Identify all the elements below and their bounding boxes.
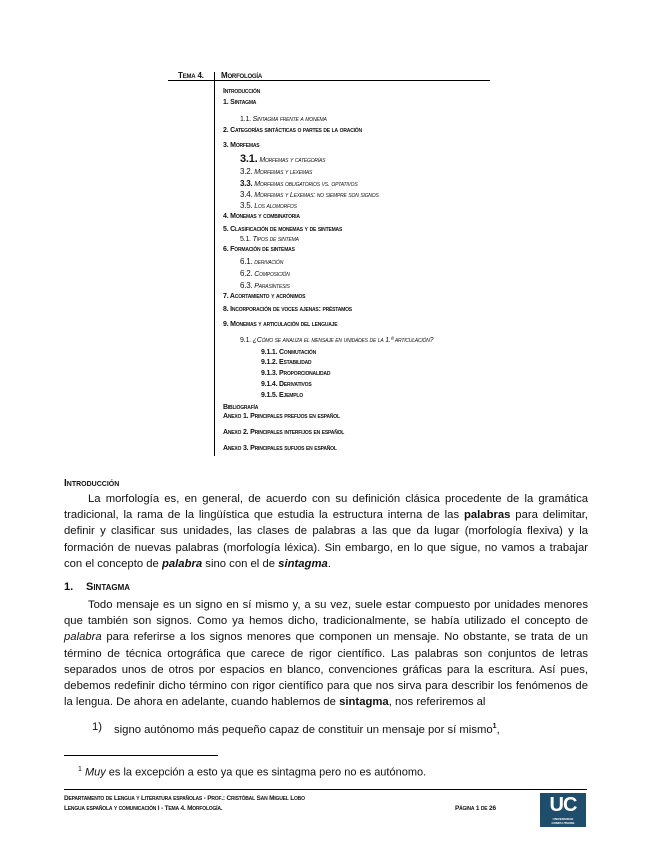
toc-item[interactable]: 9.1.4. Derivativos [261, 381, 312, 388]
toc-item[interactable]: Anexo 3. Principales sufijos en español [223, 445, 337, 452]
header-tema: Tema 4. [178, 71, 204, 80]
toc-item[interactable]: 6. Formación de sintemas [223, 246, 295, 253]
toc-item[interactable]: 6.1. derivación [240, 257, 284, 266]
header-rule [168, 80, 490, 81]
intro-paragraph: La morfología es, en general, de acuerdo con su definición clásica procedente de la gramática tradicional, la rama de la lingüística que estudia la estructura interna de las palabras para delimitar, definir y clasificar sus unidades, las clases de palabras a las que da lugar (morfología flexiva) y la formación de nuevas palabras (morfología léxica). Sin embargo, en lo que sigue, no vamos a trabajar con el concepto de palabra sino con el de sintagma. [64, 493, 588, 570]
toc-item[interactable]: 1. Sintagma [223, 99, 257, 106]
toc-item[interactable]: 9.1.5. Ejemplo [261, 392, 303, 399]
toc-vertical-rule [214, 72, 215, 456]
toc-item[interactable]: 8. Incorporación de voces ajenas: préstamos [223, 306, 352, 313]
toc-item[interactable]: 4. Monemas y combinatoria [223, 213, 300, 220]
footnote: $^1$ Muy es la excepción a esto ya que es sintagma pero no es autónomo. [78, 766, 427, 779]
footer-rule [64, 789, 587, 790]
toc-item[interactable]: 3.1. Morfemas y categorías [240, 153, 326, 165]
toc-item[interactable]: Anexo 1. Principales prefijos en español [223, 413, 340, 420]
toc-item[interactable]: 9.1.1. Conmutación [261, 349, 316, 356]
toc-item[interactable]: 6.2. Composición [240, 269, 290, 278]
toc-item[interactable]: 9.1. ¿Cómo se analiza el mensaje en unidades de la 1.ª articulación? [240, 337, 434, 344]
footer-department: Departamento de Lengua y Literatura españolas - Prof.: Cristóbal San Miguel Lobo [64, 795, 305, 802]
toc-item[interactable]: 9. Monemas y articulación del lenguaje [223, 321, 338, 328]
section-title: Sintagma [86, 581, 131, 593]
university-logo: UC UNIVERSIDAD COMPLUTENSE [540, 793, 586, 827]
footer-course: Lengua española y comunicación I - Tema 4. Morfología. [64, 805, 223, 812]
header-title: Morfología [221, 71, 262, 80]
toc-item[interactable]: Introducción [223, 88, 261, 95]
toc-item[interactable]: 7. Acortamiento y acrónimos [223, 293, 306, 300]
toc-item[interactable]: 3.2. Morfemas y lexemas [240, 167, 313, 176]
toc-item[interactable]: 3.4. Morfemas y Lexemas: no siempre son signos [240, 190, 379, 199]
toc-item[interactable]: 6.3. Parasíntesis [240, 281, 290, 290]
toc-item[interactable]: Anexo 2. Principales interfijos en español [223, 429, 345, 436]
toc-item[interactable]: Bibliografía [223, 404, 259, 411]
toc-item[interactable]: 3.3. Morfemas obligatorios vs. optativos [240, 179, 358, 188]
toc-item[interactable]: 9.1.3. Proporcionalidad [261, 370, 331, 377]
definition-number: 1) [92, 721, 103, 733]
toc-item[interactable]: 3. Morfemas [223, 142, 260, 149]
section-number: 1. [64, 581, 74, 593]
toc-item[interactable]: 5.1. Tipos de sintema [240, 236, 299, 243]
toc-item[interactable]: 1.1. Sintagma frente a monema [240, 116, 327, 123]
intro-heading: Introducción [64, 478, 120, 489]
section-paragraph: Todo mensaje es un signo en sí mismo y, a su vez, suele estar compuesto por unidades menores que también son signos. Como ya hemos dicho, tradicionalmente, se había utilizado el concepto de palabra para referirse a los signos menores que componen un mensaje. No obstante, se trata de un término de técnica ortográfica que carece de rigor científico. Las palabras son conjuntos de letras separados unos de otros por espacios en blanco, convenciones gráficas para la escritura. Así pues, debemos redefinir dicho término con rigor científico para que nos sirva para describir los fenómenos de la lengua. De ahora en adelante, cuando hablemos de sintagma, nos referiremos al [64, 599, 588, 709]
toc-item[interactable]: 2. Categorías sintácticas o partes de la oración [223, 127, 362, 134]
toc-item[interactable]: 9.1.2. Estabilidad [261, 359, 312, 366]
toc-item[interactable]: 3.5. Los alomorfos [240, 201, 297, 210]
toc-item[interactable]: 5. Clasificación de monemas y de sintemas [223, 226, 343, 233]
footnote-rule [64, 755, 218, 756]
page-number: Página 1 de 26 [455, 805, 496, 812]
definition-text: signo autónomo más pequeño capaz de constituir un mensaje por sí mismo$^1$, [114, 723, 500, 736]
